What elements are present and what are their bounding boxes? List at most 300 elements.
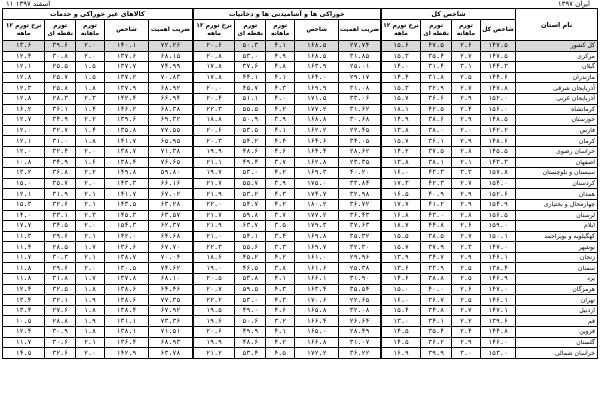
table-cell: ۱۲.۸: [3, 72, 45, 83]
table-row: [3, 327, 598, 338]
table-cell: ۱۷۰.۶: [295, 295, 339, 306]
table-cell: ۴.۹: [266, 51, 295, 62]
table-cell: ۱.۹: [76, 316, 105, 327]
table-cell: ۲۰.۶: [193, 41, 235, 52]
table-cell: ۲.۵: [452, 263, 481, 274]
table-cell: ۴.۲: [266, 168, 295, 179]
table-cell: ۲۰.۳: [193, 136, 235, 147]
table-cell: ۱۴۶.۱: [480, 295, 515, 306]
table-cell: ۳.۹: [266, 178, 295, 189]
table-cell: ۲.۲: [452, 316, 481, 327]
table-cell: ۲.۱: [452, 157, 481, 168]
table-cell: ۷۶.۶۵: [149, 157, 193, 168]
table-row: [3, 263, 598, 274]
table-cell: ۳۸.۵: [421, 231, 452, 242]
table-cell: ۲۹.۶: [45, 231, 76, 242]
table-cell: ۵۵.۶: [235, 242, 266, 253]
table-cell: ۱۹.۰: [193, 263, 235, 274]
table-cell: ۳.۳: [452, 168, 481, 179]
table-cell: ۱۳۷.۸: [104, 274, 148, 285]
table-cell: ۱۱.۷: [3, 337, 45, 348]
table-cell: ۳۱.۰۸: [339, 83, 381, 94]
table-cell: ۱.۸: [76, 83, 105, 94]
table-cell: ۱۹.۹: [193, 146, 235, 157]
table-cell: ۲۵.۳۸: [339, 263, 381, 274]
table-cell: ۶۶.۹۴: [149, 93, 193, 104]
table-cell: ۳۲.۹۸: [339, 189, 381, 200]
table-cell: ۵۹.۵: [235, 284, 266, 295]
table-cell: ۱۴۳.۳: [104, 178, 148, 189]
table-cell: ۲۱.۱: [193, 157, 235, 168]
table-cell: ۶۸.۱۰: [149, 274, 193, 285]
table-cell: ۱۴۲.۲: [480, 125, 515, 136]
table-cell: ۱۷۴.۷: [295, 189, 339, 200]
table-cell: ۳۲.۰۸: [339, 305, 381, 316]
table-cell: ۱۴.۰: [3, 210, 45, 221]
table-row: [3, 51, 598, 62]
table-cell: ۵۳.۰: [235, 51, 266, 62]
table-cell: ۲.۴: [452, 104, 481, 115]
table-cell: ۱۲.۱: [3, 62, 45, 73]
table-cell: ۱۶.۰: [381, 295, 421, 306]
table-cell: ۱۶۳.۹: [295, 62, 339, 73]
col-monthly: تورم ماهانه: [452, 20, 481, 41]
col-point: تورم نقطه ای: [235, 20, 266, 41]
table-cell: ۲.۱: [76, 231, 105, 242]
table-cell: ۲.۰: [76, 178, 105, 189]
table-cell: ۲.۰: [76, 51, 105, 62]
province-name: آذربایجان شرقی: [516, 83, 598, 94]
table-cell: ۳۷.۵: [421, 146, 452, 157]
table-cell: ۳۲.۶: [45, 199, 76, 210]
col-monthly: تورم ماهانه: [266, 20, 295, 41]
table-cell: ۲۱.۷: [193, 178, 235, 189]
table-cell: ۱۵۹.۰: [480, 221, 515, 232]
table-cell: ۳۹.۶: [45, 41, 76, 52]
table-cell: ۴۴.۱: [235, 72, 266, 83]
table-cell: ۲.۱: [76, 337, 105, 348]
table-cell: ۲۱.۹: [193, 189, 235, 200]
table-cell: ۱۳۷.۶: [104, 51, 148, 62]
table-cell: ۱۹.۵: [193, 305, 235, 316]
table-cell: ۱.۴: [76, 125, 105, 136]
table-cell: ۳۲.۷: [45, 125, 76, 136]
province-name: همدان: [516, 189, 598, 200]
table-cell: ۱.۶: [76, 157, 105, 168]
table-row: [3, 168, 598, 179]
table-cell: ۳۷.۶۳: [339, 221, 381, 232]
table-cell: ۱۶۳.۴: [295, 284, 339, 295]
table-cell: ۴.۱: [266, 274, 295, 285]
table-cell: ۱۵.۴: [381, 305, 421, 316]
table-row: [3, 189, 598, 200]
table-cell: ۶۴.۴۶: [149, 284, 193, 295]
table-cell: ۴۰.۰: [421, 284, 452, 295]
table-cell: ۱۷.۷: [381, 199, 421, 210]
table-cell: ۳۱.۰۷: [339, 337, 381, 348]
table-cell: ۱۶.۹: [381, 348, 421, 359]
table-cell: ۷۷.۳۵: [149, 295, 193, 306]
table-cell: ۱۳۸.۴: [104, 305, 148, 316]
table-cell: ۱۴۲.۹: [104, 348, 148, 359]
table-cell: ۲.۵: [452, 274, 481, 285]
table-cell: ۲.۵: [452, 295, 481, 306]
table-cell: ۱۴۶.۰: [480, 337, 515, 348]
table-row: [3, 83, 598, 94]
province-name: سمنان: [516, 263, 598, 274]
table-cell: ۲۹.۹۶: [339, 252, 381, 263]
table-cell: ۴.۶: [266, 146, 295, 157]
table-cell: ۱۵.۳: [381, 51, 421, 62]
table-cell: ۴.۳: [266, 189, 295, 200]
table-cell: ۲.۱: [76, 189, 105, 200]
table-cell: ۴.۱: [266, 72, 295, 83]
table-cell: ۳۴.۰۵: [339, 136, 381, 147]
table-cell: ۳۵.۴: [421, 327, 452, 338]
table-cell: ۶۳.۷۸: [149, 348, 193, 359]
table-cell: ۱۴۳.۳: [480, 157, 515, 168]
table-cell: ۱.۸: [76, 327, 105, 338]
table-cell: ۱۲.۴: [3, 284, 45, 295]
table-cell: ۴۲.۵: [421, 104, 452, 115]
table-cell: ۲۲.۴۵: [339, 125, 381, 136]
table-cell: ۵۹.۸۰: [149, 168, 193, 179]
table-cell: ۵۰.۹: [235, 115, 266, 126]
col-monthly: تورم ماهانه: [76, 20, 105, 41]
table-cell: ۱۴۲.۰: [104, 231, 148, 242]
table-cell: ۱۳.۴: [3, 295, 45, 306]
table-cell: ۲۱.۷: [193, 210, 235, 221]
col-index: شاخص کل: [480, 20, 515, 41]
table-cell: ۳۳.۰۶: [339, 93, 381, 104]
table-cell: ۱۱.۷: [3, 252, 45, 263]
table-cell: ۱۴.۴: [381, 72, 421, 83]
table-cell: ۱۳.۸: [381, 157, 421, 168]
table-row: [3, 221, 598, 232]
header-title: ایران ۱۳۹۷: [557, 0, 590, 8]
table-cell: ۲.۹: [452, 199, 481, 210]
table-cell: ۲.۹: [452, 93, 481, 104]
table-cell: ۱۴.۵: [3, 348, 45, 359]
table-cell: ۲.۰: [76, 221, 105, 232]
table-cell: ۱۶۹.۸: [295, 231, 339, 242]
table-cell: ۳.۱: [452, 62, 481, 73]
table-cell: ۱۱.۸: [3, 263, 45, 274]
table-cell: ۳۲.۴: [45, 146, 76, 157]
table-cell: ۱۵.۵: [381, 231, 421, 242]
table-cell: ۳.۹: [266, 115, 295, 126]
table-cell: ۱۶.۰: [381, 168, 421, 179]
table-cell: ۱۵۳.۰: [480, 348, 515, 359]
table-cell: ۲.۷: [452, 83, 481, 94]
table-cell: ۵۵.۷: [235, 178, 266, 189]
table-cell: ۲۱.۹: [193, 221, 235, 232]
table-cell: ۴.۲: [266, 104, 295, 115]
table-row: [3, 210, 598, 221]
table-cell: ۵۱.۱: [235, 93, 266, 104]
table-row: [3, 337, 598, 348]
table-row: [3, 41, 598, 52]
table-cell: ۳۴.۵: [45, 221, 76, 232]
table-cell: ۱۷۹.۳: [295, 221, 339, 232]
table-cell: ۱۳۷.۷: [104, 62, 148, 73]
table-cell: ۱۴۸.۶: [480, 136, 515, 147]
table-cell: ۲۵.۵: [45, 62, 76, 73]
table-cell: ۴۹.۹: [235, 327, 266, 338]
table-cell: ۱۵۲.۰: [480, 93, 515, 104]
province-name: کرمان: [516, 136, 598, 147]
table-cell: ۳۸.۰: [421, 125, 452, 136]
table-cell: ۴۸.۶: [235, 337, 266, 348]
table-cell: ۱۳.۹: [381, 252, 421, 263]
province-name: زنجان: [516, 252, 598, 263]
table-cell: ۱۵.۰: [381, 284, 421, 295]
table-cell: ۱۲.۱: [3, 189, 45, 200]
table-cell: ۳۸.۸: [421, 274, 452, 285]
table-cell: ۱۲.۸: [3, 93, 45, 104]
table-cell: ۴۳.۰: [421, 210, 452, 221]
table-cell: ۲۰.۴: [193, 93, 235, 104]
table-cell: ۴.۳: [266, 83, 295, 94]
table-cell: ۲.۶: [452, 41, 481, 52]
table-cell: ۲.۹: [452, 252, 481, 263]
table-cell: ۴۱.۲: [421, 199, 452, 210]
table-cell: ۱۶۶.۸: [295, 337, 339, 348]
table-cell: ۲۲.۶۵: [339, 295, 381, 306]
table-cell: ۴۵.۷: [235, 83, 266, 94]
table-cell: ۱.۵: [76, 62, 105, 73]
table-cell: ۳.۷: [266, 210, 295, 221]
table-cell: ۱۵.۶: [381, 41, 421, 52]
table-cell: ۱۵۴.۰: [480, 178, 515, 189]
table-cell: ۴.۱: [266, 327, 295, 338]
province-name: چهارمحال و بختیاری: [516, 199, 598, 210]
table-cell: ۱۳۸.۶: [104, 295, 148, 306]
table-cell: ۴۵.۲: [235, 252, 266, 263]
table-cell: ۱۴.۵: [381, 337, 421, 348]
table-cell: ۴۲.۳: [421, 178, 452, 189]
table-cell: ۲۰.۶: [193, 327, 235, 338]
table-cell: ۱.۷: [76, 274, 105, 285]
table-cell: ۱۳۵.۸: [104, 125, 148, 136]
table-cell: ۳۶.۴۳: [339, 210, 381, 221]
table-cell: ۲.۳: [76, 210, 105, 221]
table-cell: ۴.۲: [266, 252, 295, 263]
table-cell: ۶۳.۲۸: [149, 199, 193, 210]
col-point: تورم نقطه ای: [421, 20, 452, 41]
table-row: [3, 199, 598, 210]
table-cell: ۳۰.۳: [45, 252, 76, 263]
table-cell: ۲.۰: [76, 348, 105, 359]
table-cell: ۱۷۵.۰: [295, 178, 339, 189]
table-cell: ۳۵.۳۲: [339, 231, 381, 242]
table-cell: ۱۳۶.۴: [104, 337, 148, 348]
table-cell: ۳۵.۴: [421, 51, 452, 62]
province-name: بوشهر: [516, 242, 598, 253]
table-cell: ۲۶.۶۴: [339, 316, 381, 327]
table-cell: ۱۶.۲: [3, 104, 45, 115]
table-cell: ۵۴.۷: [235, 199, 266, 210]
province-name: اصفهان: [516, 157, 598, 168]
table-cell: ۳۹.۹: [421, 348, 452, 359]
table-cell: ۲.۱: [76, 252, 105, 263]
table-cell: ۶۳.۷: [235, 221, 266, 232]
table-cell: ۳۶.۱: [45, 104, 76, 115]
table-cell: ۱۵۲.۶: [480, 189, 515, 200]
table-cell: ۶۸.۹۳: [149, 337, 193, 348]
table-cell: ۳۶.۲۲: [339, 348, 381, 359]
table-row: [3, 305, 598, 316]
table-cell: ۱۶۱.۰: [295, 252, 339, 263]
table-cell: ۳۳.۸۴: [339, 178, 381, 189]
table-cell: ۱۵۴.۹: [480, 199, 515, 210]
table-cell: ۲.۶: [452, 284, 481, 295]
table-cell: ۳۶.۸: [45, 168, 76, 179]
province-name: آذربایجان غربی: [516, 93, 598, 104]
province-name: کردستان: [516, 178, 598, 189]
table-cell: ۱۳۹.۶: [104, 115, 148, 126]
table-cell: ۴.۸: [266, 62, 295, 73]
table-cell: ۲.۳: [452, 242, 481, 253]
table-cell: ۳۱.۸: [421, 72, 452, 83]
table-row: [3, 252, 598, 263]
table-cell: ۶۸.۳۸: [149, 104, 193, 115]
table-cell: ۱۳۷.۲: [104, 72, 148, 83]
table-cell: ۱۴۷.۰: [480, 242, 515, 253]
province-name: گلستان: [516, 337, 598, 348]
table-cell: ۲.۰: [76, 41, 105, 52]
inflation-table: [2, 8, 598, 359]
table-cell: ۳۱.۰: [45, 136, 76, 147]
table-cell: ۷۱.۵۱: [149, 327, 193, 338]
table-cell: ۲۹.۱۷: [339, 72, 381, 83]
table-cell: ۱۴۷.۵: [480, 41, 515, 52]
table-cell: ۴۳.۳: [421, 168, 452, 179]
table-cell: ۳۴.۷: [421, 252, 452, 263]
table-cell: ۳.۸: [266, 263, 295, 274]
province-name: قم: [516, 316, 598, 327]
table-cell: ۱۲.۴: [3, 327, 45, 338]
table-row: [3, 104, 598, 115]
table-cell: ۱۹.۶: [193, 316, 235, 327]
table-row: [3, 93, 598, 104]
table-cell: ۱۳.۴: [3, 305, 45, 316]
table-cell: ۱۳۱.۱: [104, 316, 148, 327]
table-cell: ۲۰.۵: [193, 274, 235, 285]
table-cell: ۳.۵: [266, 221, 295, 232]
table-cell: ۶۸.۱۵: [149, 51, 193, 62]
table-row: [3, 274, 598, 285]
table-row: [3, 178, 598, 189]
table-cell: ۱۶.۵: [381, 189, 421, 200]
table-cell: ۳۶.۶: [421, 93, 452, 104]
table-cell: ۵۹.۸: [235, 210, 266, 221]
col-12m: نرخ تورم ۱۲ ماهه: [3, 20, 45, 41]
table-row: [3, 157, 598, 168]
table-cell: ۲.۹: [452, 189, 481, 200]
province-name: ایلام: [516, 221, 598, 232]
table-cell: ۱۶۹.۳: [295, 168, 339, 179]
table-cell: ۲.۱: [76, 199, 105, 210]
table-cell: ۱۷.۸: [193, 72, 235, 83]
table-cell: ۳.۲: [266, 316, 295, 327]
table-cell: ۲.۸: [452, 146, 481, 157]
table-cell: ۳۱.۶۲: [339, 104, 381, 115]
group-header-total: شاخص کل: [381, 9, 516, 20]
province-name: اردبیل: [516, 305, 598, 316]
province-name: خراسان رضوی: [516, 146, 598, 157]
group-header-food: خوراکی ها و آشامیدنی ها و دخانیات: [193, 9, 381, 20]
table-cell: ۱۴.۲: [381, 146, 421, 157]
table-cell: ۲.۴: [452, 327, 481, 338]
table-cell: ۵۳.۰: [235, 168, 266, 179]
table-cell: ۱۳۶.۶: [104, 242, 148, 253]
table-cell: ۶۹.۳۲: [149, 115, 193, 126]
table-cell: ۱۴۴.۸: [480, 327, 515, 338]
table-cell: ۱۴.۶: [381, 274, 421, 285]
table-cell: ۲۰.۷: [193, 284, 235, 295]
table-cell: ۱۶۴.۰: [295, 72, 339, 83]
table-cell: ۶۵.۹۵: [149, 136, 193, 147]
table-cell: ۲.۷: [452, 231, 481, 242]
group-header-nonfood: کالاهای غیر خوراکی و خدمات: [3, 9, 193, 20]
province-name: کرمانشاه: [516, 104, 598, 115]
table-cell: ۲۱.۰: [193, 231, 235, 242]
table-row: [3, 242, 598, 253]
table-cell: ۱۳۸.۶: [104, 284, 148, 295]
table-cell: ۳.۷: [266, 157, 295, 168]
table-cell: ۱۴۶.۹: [480, 274, 515, 285]
table-cell: ۱۵.۷: [381, 242, 421, 253]
table-row: [3, 62, 598, 73]
table-cell: ۳۱.۸۵: [339, 51, 381, 62]
province-name: هرمزگان: [516, 284, 598, 295]
table-cell: ۲۸.۶۲: [339, 146, 381, 157]
table-cell: ۱۴۴.۳: [480, 62, 515, 73]
table-cell: ۲۵.۷: [45, 72, 76, 83]
province-name: کهگیلویه و بویراحمد: [516, 231, 598, 242]
table-cell: ۱۶۶.۱: [295, 274, 339, 285]
table-cell: ۲۷.۷۴: [339, 41, 381, 52]
col-index: شاخص: [104, 20, 148, 41]
table-cell: ۵۳.۴: [235, 348, 266, 359]
table-cell: ۴.۵: [266, 348, 295, 359]
table-cell: ۱۴.۹: [381, 115, 421, 126]
table-cell: ۱۲.۰: [3, 146, 45, 157]
table-cell: ۱۸.۷: [381, 221, 421, 232]
table-cell: ۲۰.۰: [193, 83, 235, 94]
table-cell: ۶۴.۶۸: [149, 231, 193, 242]
table-cell: ۳۲.۶: [45, 348, 76, 359]
table-cell: ۶۳.۵۷: [149, 210, 193, 221]
province-header: نام استان: [516, 9, 598, 41]
table-cell: ۱۷۷.۲: [295, 104, 339, 115]
table-cell: ۱.۸: [76, 284, 105, 295]
table-cell: ۲۰.۸: [193, 51, 235, 62]
table-cell: ۳۰.۶: [45, 337, 76, 348]
table-cell: ۱۴۶.۲: [104, 104, 148, 115]
table-cell: ۳۲.۵: [45, 284, 76, 295]
table-cell: ۱.۸: [76, 136, 105, 147]
table-cell: ۴۹.۰: [235, 305, 266, 316]
table-cell: ۱۲.۴: [3, 51, 45, 62]
table-cell: ۷۷.۵۵: [149, 125, 193, 136]
table-cell: ۶۷.۷۰: [149, 242, 193, 253]
table-cell: ۳۶.۱: [421, 136, 452, 147]
table-cell: ۶۷.۰۲: [149, 189, 193, 200]
province-name: قزوین: [516, 327, 598, 338]
table-cell: ۳.۴: [266, 231, 295, 242]
